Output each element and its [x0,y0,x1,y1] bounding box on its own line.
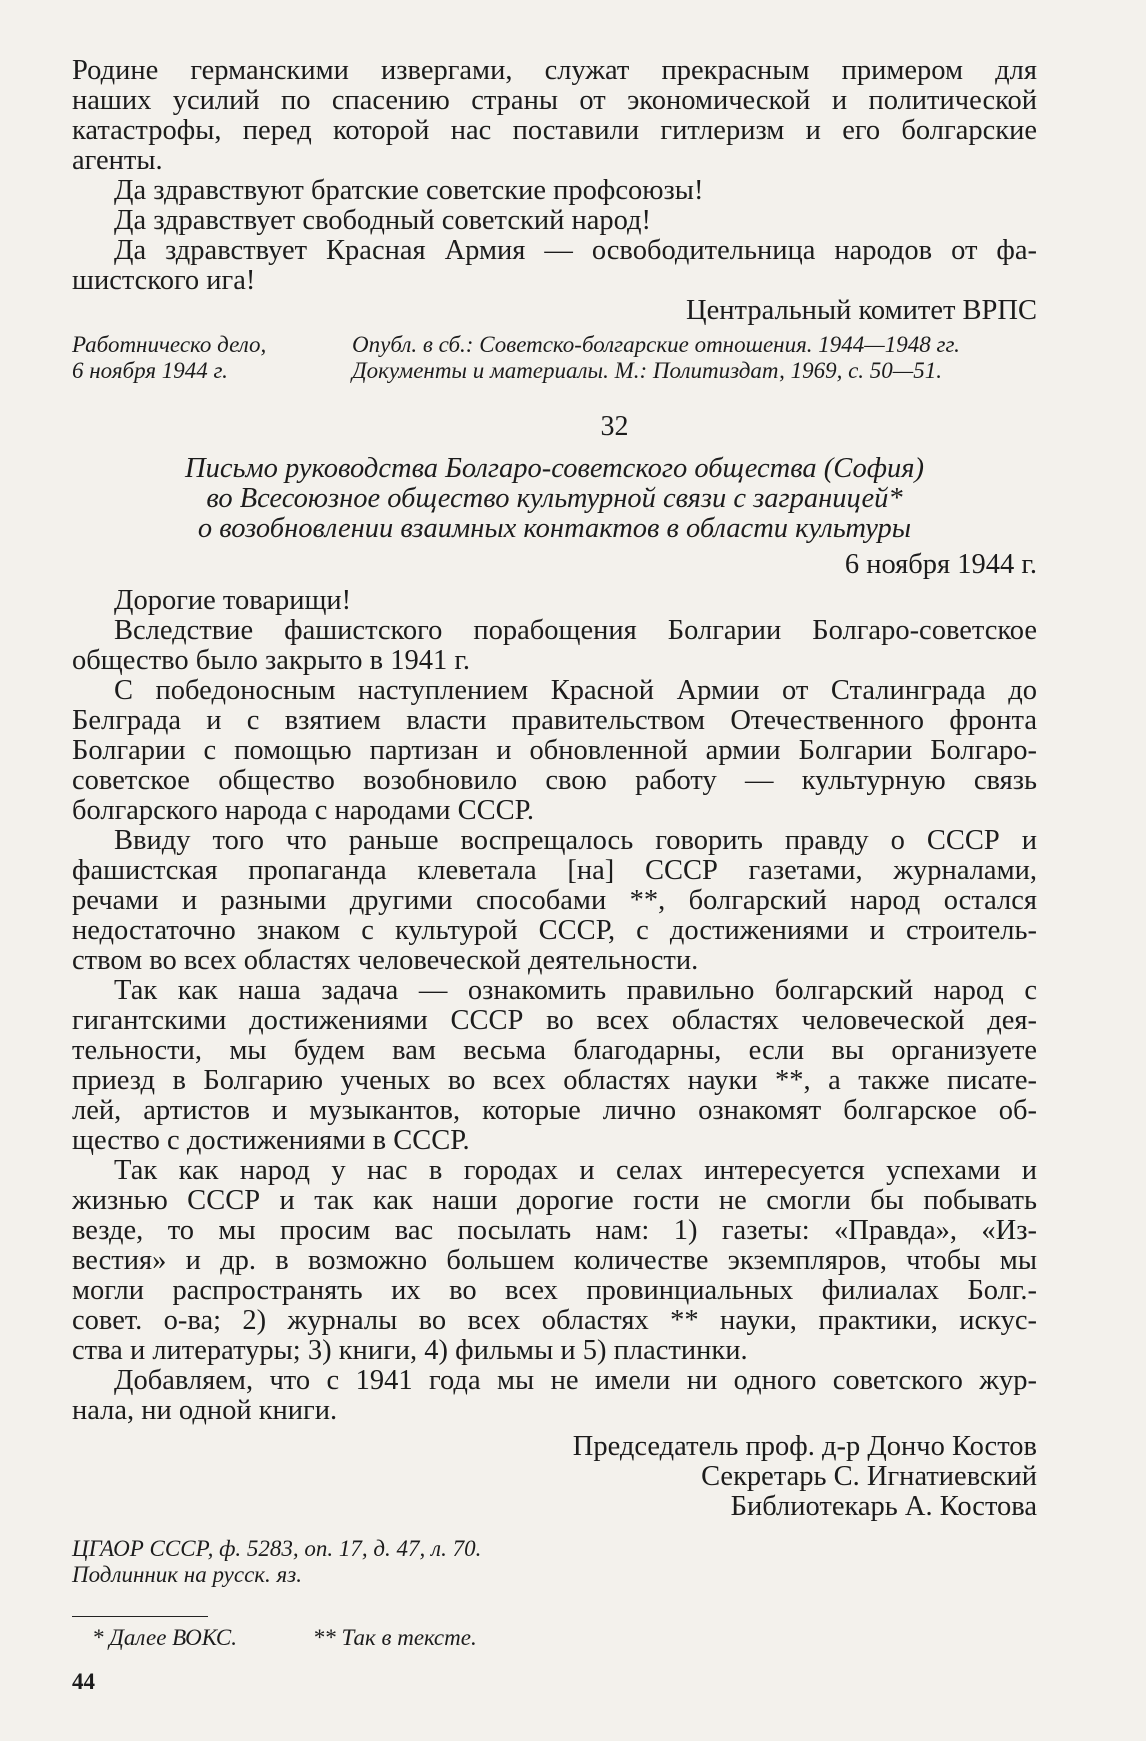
text-line: недостаточно знаком с культурой СССР, с достижениями и строитель- [72,915,1037,946]
text-line: катастрофы, перед которой нас поставили гитлеризм и его болгарские [72,115,1037,146]
document-page [72,56,1037,1695]
text-line: жизнью СССР и так как наши дорогие гости не смогли бы побывать [72,1185,1037,1216]
text-line: ством во всех областях человеческой деятельности. [72,945,699,976]
slogan-line: Да здравствует Красная Армия — освободительница народов от фа- [114,235,1037,266]
text-line: речами и разными другими способами **, болгарский народ остался [72,885,1037,916]
footnote: ** Так в тексте. [312,1625,477,1650]
archive-line: Подлинник на русск. яз. [72,1562,302,1587]
text-line: совет. о-ва; 2) журналы во всех областях ** науки, практики, искус- [72,1305,1037,1336]
text-line: С победоносным наступлением Красной Армии от Сталинграда до [114,675,1037,706]
title-line: во Всесоюзное общество культурной связи с заграницей* [206,483,903,514]
paragraph [72,826,1037,976]
footnote: * Далее ВОКС. [92,1625,238,1650]
slogans [72,176,1037,296]
slogan-line: Да здравствует свободный советский народ! [114,205,652,236]
source-reference: Опубл. в сб.: Советско-болгарские отношения. 1944—1948 гг. [352,332,960,357]
title-line: о возобновлении взаимных контактов в области культуры [197,513,912,544]
text-line: Вследствие фашистского порабощения Болгарии Болгаро-советское [114,615,1037,646]
archive-line: ЦГАОР СССР, ф. 5283, оп. 17, д. 47, л. 70. [72,1536,482,1561]
signature-chairman: Председатель проф. д-р Дончо Костов [572,1431,1037,1462]
footnotes [72,1625,1037,1651]
text-line: Белграда и с взятием власти правительством Отечественного фронта [72,705,1037,736]
slogan-line: шистского ига! [72,265,256,296]
text-line: наших усилий по спасению страны от экономической и политической [72,85,1037,116]
signature-librarian: Библиотекарь А. Костова [730,1491,1037,1522]
document-number: 32 [600,411,629,442]
paragraph [72,976,1037,1156]
text-line: агенты. [72,145,163,176]
text-line: Родине германскими извергами, служат прекрасным примером для [72,55,1037,86]
signature-secretary: Секретарь С. Игнатиевский [701,1461,1037,1492]
text-line: болгарского народа с народами СССР. [72,795,535,826]
slogan-line: Да здравствуют братские советские профсоюзы! [114,175,704,206]
source-reference: Документы и материалы. М.: Политиздат, 1969, с. 50—51. [352,358,943,383]
text-line: Ввиду того что раньше воспрещалось говорить правду о СССР и [114,825,1037,856]
text-line: лей, артистов и музыкантов, которые лично ознакомят болгарское об- [72,1095,1037,1126]
text-line: Болгарии с помощью партизан и обновленной армии Болгарии Болгаро- [72,735,1037,766]
paragraph [72,1366,1037,1426]
title-line: Письмо руководства Болгаро-советского общества (София) [185,453,924,484]
document-date: 6 ноября 1944 г. [844,549,1037,580]
text-line: нала, ни одной книги. [72,1395,338,1426]
text-line: могли распространять их во всех провинциальных филиалах Болг.- [72,1275,1037,1306]
text-line: ства и литературы; 3) книги, 4) фильмы и 5) пластинки. [72,1335,748,1366]
document-title [72,454,1037,544]
paragraph [72,616,1037,676]
text-line: щество с достижениями в СССР. [72,1125,470,1156]
text-line: фашистская пропаганда клеветала [на] СССР газетами, журналами, [72,855,1037,886]
text-line: советское общество возобновило свою работу — культурную связь [72,765,1037,796]
greeting: Дорогие товарищи! [114,585,352,616]
text-line: Добавляем, что с 1941 года мы не имели ни одного советского жур- [114,1365,1037,1396]
intro-paragraph [72,56,1037,176]
publication-source [72,332,1037,384]
page-number: 44 [72,1669,95,1694]
text-line: везде, то мы просим вас посылать нам: 1) газеты: «Правда», «Из- [72,1215,1037,1246]
text-line: тельности, мы будем вам весьма благодарны, если вы организуете [72,1035,1037,1066]
text-line: гигантскими достижениями СССР во всех областях человеческой дея- [72,1005,1037,1036]
paragraph [72,676,1037,826]
text-line: приезд в Болгарию ученых во всех областях науки **, а также писате- [72,1065,1037,1096]
source-date: 6 ноября 1944 г. [72,358,228,383]
text-line: Так как народ у нас в городах и селах интересуется успехами и [114,1155,1037,1186]
source-newspaper: Работническо дело, [72,332,267,357]
text-line: общество было закрыто в 1941 г. [72,645,470,676]
committee-signature: Центральный комитет ВРПС [686,295,1037,326]
footnote-divider [72,1616,208,1617]
signatures [72,1432,1037,1522]
archive-reference [72,1536,1037,1588]
text-line: вестия» и др. в возможно большем количестве экземпляров, чтобы мы [72,1245,1037,1276]
text-line: Так как наша задача — ознакомить правильно болгарский народ с [114,975,1037,1006]
paragraph [72,1156,1037,1366]
